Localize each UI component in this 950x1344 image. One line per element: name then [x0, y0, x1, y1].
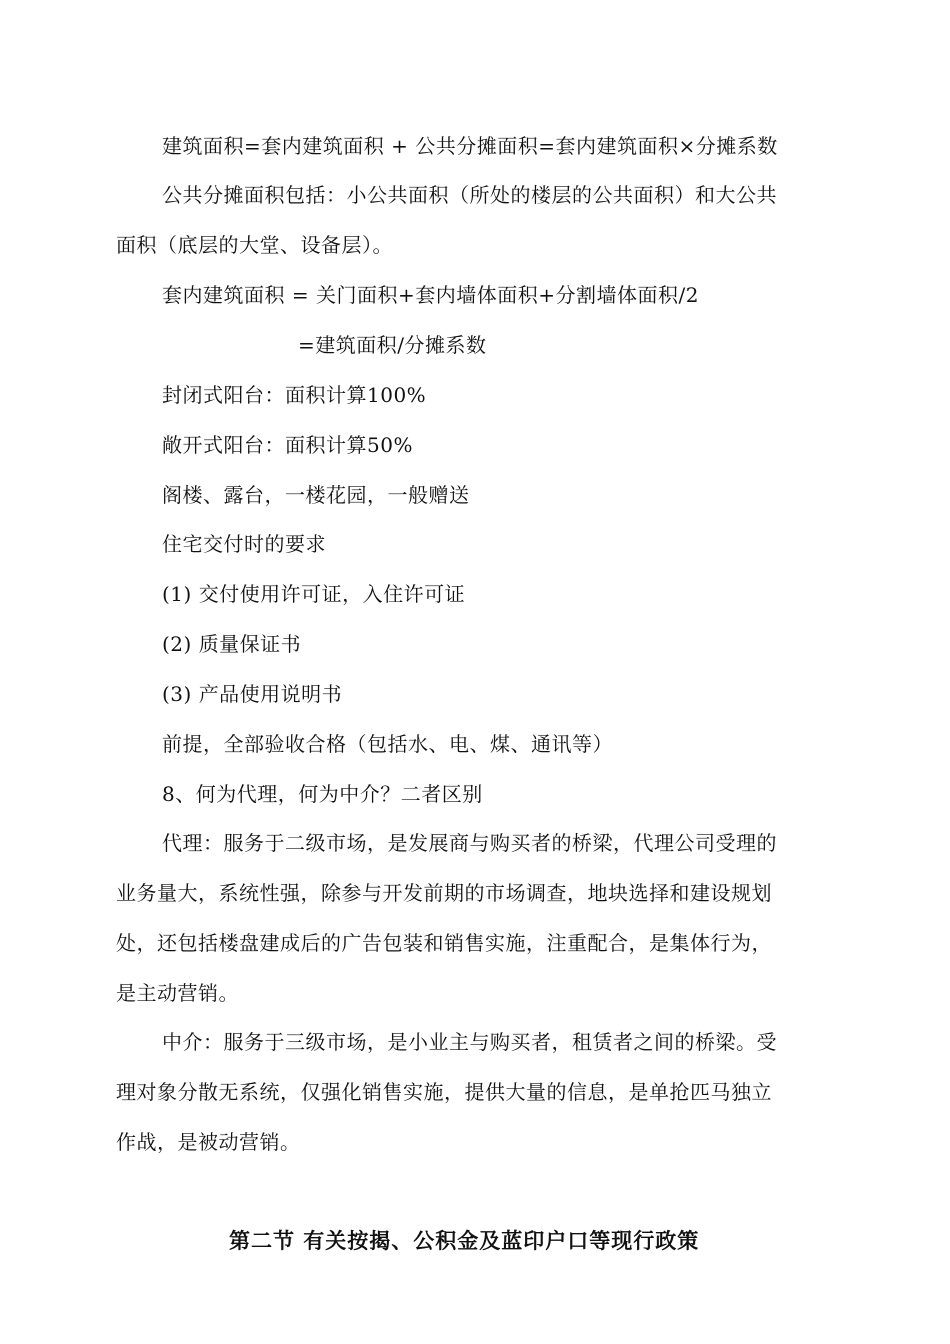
list-item: (1) 交付使用许可证，入住许可证: [162, 582, 466, 606]
paragraph-line: 公共分摊面积包括：小公共面积（所处的楼层的公共面积）和大公共: [162, 183, 777, 207]
paragraph-line: =建筑面积/分摊系数: [298, 333, 487, 357]
paragraph-line: 住宅交付时的要求: [162, 532, 326, 556]
list-item: (3) 产品使用说明书: [162, 682, 343, 706]
paragraph-line: 作战，是被动营销。: [116, 1130, 301, 1154]
paragraph-line: 前提，全部验收合格（包括水、电、煤、通讯等）: [162, 732, 613, 756]
paragraph-line: 业务量大，系统性强，除参与开发前期的市场调查，地块选择和建设规划: [116, 881, 772, 905]
paragraph-line: 代理：服务于二级市场，是发展商与购买者的桥梁，代理公司受理的: [162, 831, 777, 855]
list-item: (2) 质量保证书: [162, 632, 302, 656]
paragraph-line: 阁楼、露台，一楼花园，一般赠送: [162, 483, 470, 507]
paragraph-line: 封闭式阳台：面积计算100%: [162, 383, 427, 407]
paragraph-line: 处，还包括楼盘建成后的广告包装和销售实施，注重配合，是集体行为，: [116, 931, 772, 955]
paragraph-line: 理对象分散无系统，仅强化销售实施，提供大量的信息，是单抢匹马独立: [116, 1080, 772, 1104]
paragraph-line: 是主动营销。: [116, 981, 239, 1005]
paragraph-line: 套内建筑面积 = 关门面积+套内墙体面积+分割墙体面积/2: [162, 283, 699, 307]
section-heading: 第二节 有关按揭、公积金及蓝印户口等现行政策: [229, 1228, 700, 1253]
question-heading: 8、何为代理，何为中介？二者区别: [162, 782, 483, 806]
paragraph-line: 建筑面积=套内建筑面积 + 公共分摊面积=套内建筑面积×分摊系数: [162, 134, 778, 158]
paragraph-line: 面积（底层的大堂、设备层）。: [116, 233, 393, 257]
paragraph-line: 中介：服务于三级市场，是小业主与购买者，租赁者之间的桥梁。受: [162, 1030, 777, 1054]
paragraph-line: 敞开式阳台：面积计算50%: [162, 433, 413, 457]
